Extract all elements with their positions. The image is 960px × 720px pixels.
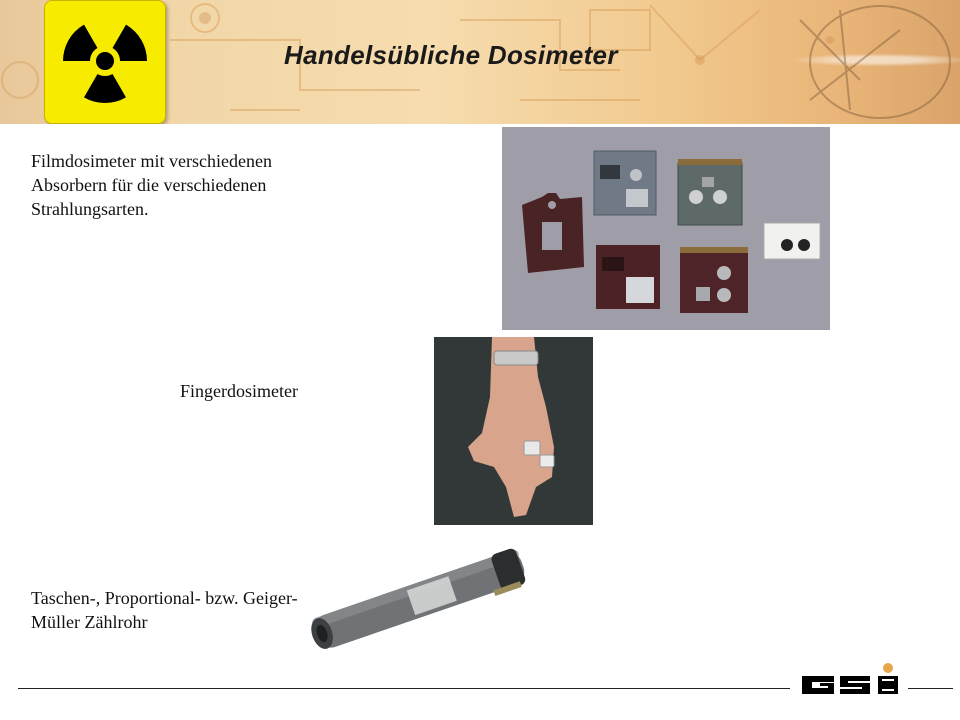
finger-dosimeter-caption: Fingerdosimeter — [180, 381, 298, 401]
footer-rule-right — [908, 688, 953, 689]
header-banner — [0, 0, 960, 124]
footer-rule-left — [18, 688, 790, 689]
radiation-trefoil-icon — [55, 11, 155, 111]
radiation-warning-sign — [44, 0, 166, 124]
gsi-logo — [800, 660, 904, 698]
geiger-tube-photo — [300, 540, 532, 658]
finger-dosimeter-photo — [434, 337, 593, 525]
slide-title: Handelsübliche Dosimeter — [284, 40, 618, 70]
geiger-tube-caption: Taschen-, Proportional- bzw. Geiger-Müller Zählrohr — [31, 588, 298, 632]
film-dosimeter-caption: Filmdosimeter mit verschiedenen Absorbern für die verschiedenen Strahlungsarten. — [31, 151, 272, 219]
film-dosimeter-photo — [502, 127, 830, 330]
